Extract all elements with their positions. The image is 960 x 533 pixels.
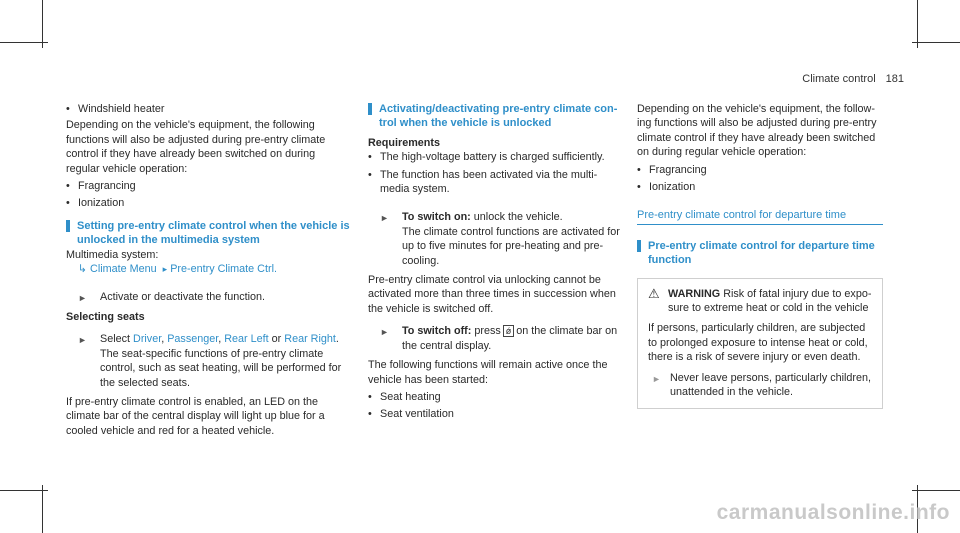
crop-mark (0, 42, 48, 43)
warning-header: ⚠ WARNING Risk of fatal injury due to exposure to extreme heat or cold in the vehicle (648, 285, 872, 315)
climate-key-icon[interactable]: ǿ (503, 325, 515, 337)
list-item: • Ionization (637, 180, 883, 194)
list-item: • Ionization (66, 196, 351, 210)
menu-preentry[interactable]: Pre-entry Climate Ctrl. (170, 263, 277, 276)
step: ► Activate or deactivate the function. (66, 290, 351, 304)
column-left (66, 102, 351, 438)
watermark: carmanualsonline.info (716, 501, 950, 524)
paragraph: Depending on the vehicle's equipment, the following functions will also be adjusted during pre-entry climate control if they have already been switched on during regular vehicle operation: (66, 119, 326, 175)
path-arrow-icon: ↳ (78, 263, 91, 276)
step-arrow-icon: ► (380, 213, 389, 224)
list-item: • Seat heating (368, 390, 623, 404)
step-arrow-icon: ► (652, 373, 661, 384)
crop-mark (912, 490, 960, 491)
paragraph: If pre-entry climate control is enabled, an LED on the climate bar of the central display will light up blue for a cooled vehicle and red for a heated vehicle. (66, 395, 325, 437)
subheading: Requirements (368, 136, 440, 149)
warning-body: If persons, particularly children, are subjected to prolonged exposure to intense heat or cold, there is a risk of severe injury or even death. (648, 322, 868, 364)
column-right (637, 102, 883, 409)
step: ► Never leave persons, particularly children, unattended in the vehicle. (652, 371, 872, 399)
paragraph: Pre-entry climate control via unlocking cannot be activated more than three times in succession when the vehicle is switched off. (368, 274, 616, 315)
step-note: The climate control functions are activated for up to five minutes for pre-heating and pre-cooling. (402, 225, 620, 267)
step: ► To switch off: press ǿ on the climate bar on the central display. (380, 325, 618, 352)
list-item: • Windshield heater (66, 102, 351, 116)
section-bar (637, 240, 641, 252)
section-title: Setting pre-entry climate control when the vehicle is unlocked in the multimedia system (66, 219, 351, 248)
option-passenger[interactable]: Passenger (167, 333, 219, 346)
section-title: Activating/deactivating pre-entry climate control when the vehicle is unlocked (368, 102, 623, 131)
crop-mark (42, 485, 43, 533)
list-item: • Fragrancing (637, 163, 883, 177)
step: ► Select Driver, Passenger, Rear Left or Rear Right. (66, 332, 351, 346)
page-header (802, 73, 904, 85)
list-item: • The high-voltage battery is charged sufficiently. (368, 150, 623, 164)
column-middle (368, 102, 623, 422)
option-rear-right[interactable]: Rear Right (284, 333, 336, 346)
warning-box (637, 278, 883, 409)
menu-climate[interactable]: Climate Menu (90, 263, 157, 276)
crop-mark (912, 42, 960, 43)
crop-mark (42, 0, 43, 48)
step-arrow-icon: ► (78, 335, 87, 346)
chevron-icon: ▸ (162, 264, 168, 275)
paragraph: Depending on the vehicle's equipment, the following functions will also be adjusted during pre-entry climate control if they have already been switched on during regular vehicle operation: (637, 103, 877, 159)
menu-path (66, 262, 351, 276)
subheading: Selecting seats (66, 310, 145, 323)
crop-mark (917, 0, 918, 48)
step-arrow-icon: ► (380, 327, 389, 338)
crop-mark (0, 490, 48, 491)
paragraph: The following functions will remain active once the vehicle has been started: (368, 359, 608, 386)
section-name: Climate control (802, 73, 876, 85)
step: ► To switch on: unlock the vehicle. (368, 210, 623, 224)
section-bar (368, 103, 372, 115)
warning-icon: ⚠ (648, 285, 660, 301)
list-item: • The function has been activated via the multimedia system. (368, 168, 623, 197)
step-note: The seat-specific functions of pre-entry climate control, such as seat heating, will be performed for the selected seats. (100, 347, 342, 389)
section-bar (66, 220, 70, 232)
paragraph: Multimedia system: (66, 248, 159, 261)
list-item: • Fragrancing (66, 179, 351, 193)
list-item: • Seat ventilation (368, 407, 623, 421)
step-arrow-icon: ► (78, 293, 87, 304)
section-title: Pre-entry climate control for departure time function (637, 239, 883, 268)
page-number: 181 (885, 73, 904, 85)
subsection-heading: Pre-entry climate control for departure time (637, 208, 883, 224)
option-rear-left[interactable]: Rear Left (224, 333, 269, 346)
option-driver[interactable]: Driver (133, 333, 162, 346)
